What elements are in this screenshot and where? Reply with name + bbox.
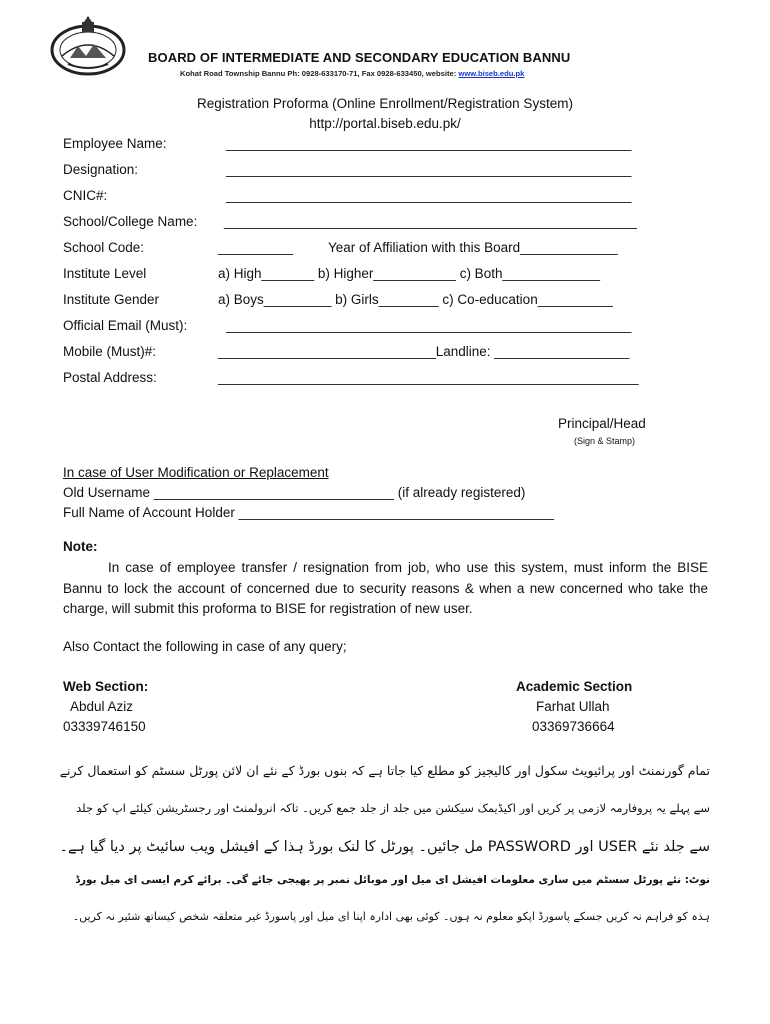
employee-name-label: Employee Name: (63, 136, 167, 151)
academic-section-heading: Academic Section (516, 679, 633, 694)
note-heading: Note: (63, 539, 98, 554)
institute-gender-label: Institute Gender (63, 292, 160, 307)
form-url: http://portal.biseb.edu.pk/ (309, 116, 461, 131)
signatory-label: Principal/Head (558, 416, 646, 431)
account-holder-field: Full Name of Account Holder __________________________________________ (63, 505, 554, 520)
urdu-notice-line-5: ہذہ کو فراہم نہ کریں جسکے پاسورڈ اپکو معلوم نہ ہوں۔ کوئی بھی ادارہ اپنا ای میل اور پاسورڈ غیر متعلقہ شخص کیساتھ شئیر نہ کریں۔ (72, 910, 710, 923)
note-paragraph: In case of employee transfer / resignation from job, who use this system, must inform the BISE Bannu to lock the account of concerned due to security reasons & when a new concerned who take the charge, will submit this proforma to BISE for registration of new user. (63, 560, 708, 616)
urdu-notice-line-3: سے جلد نئے USER اور PASSWORD مل جائیں۔ پورٹل کا لنک بورڈ ہذا کے افیشل ویب سائیٹ پر دیا گیا ہے۔ (59, 839, 710, 855)
mobile-label: Mobile (Must)#: (63, 344, 157, 359)
institute-level-options: a) High_______ b) Higher___________ c) Both_____________ (218, 266, 601, 281)
academic-section-name: Farhat Ullah (536, 699, 610, 714)
board-contact-line (180, 69, 524, 78)
academic-section-phone: 03369736664 (532, 719, 615, 734)
official-email-field: ______________________________________________________ (226, 318, 632, 333)
cnic-field: ______________________________________________________ (226, 188, 632, 203)
designation-field: ______________________________________________________ (226, 162, 632, 177)
urdu-notice-line-2: سے پہلے یہ پروفارمہ لازمی پر کریں اور اکیڈیمک سیکشن میں جلد از جلد جمع کریں۔ تاکہ انرولمنٹ اور رجسٹریشن کیلئے اپ کو جلد (76, 801, 710, 815)
sign-stamp-label: (Sign & Stamp) (574, 436, 636, 446)
employee-name-field: ______________________________________________________ (226, 136, 632, 151)
mobile-landline-field: _____________________________Landline: __________________ (218, 344, 630, 359)
postal-address-label: Postal Address: (63, 370, 157, 385)
web-section-heading: Web Section: (63, 679, 149, 694)
web-section-phone: 03339746150 (63, 719, 146, 734)
contact-instruction: Also Contact the following in case of any query; (63, 639, 347, 654)
old-username-field: Old Username ________________________________ (if already registered) (63, 485, 526, 500)
board-contact-text: Kohat Road Township Bannu Ph: 0928-633170-71, Fax 0928-633450, website: (180, 69, 459, 78)
board-website-link[interactable]: www.biseb.edu.pk (458, 69, 525, 78)
school-code-field: __________ (218, 240, 294, 255)
board-title: BOARD OF INTERMEDIATE AND SECONDARY EDUCATION BANNU (148, 50, 571, 65)
urdu-notice-line-4: نوٹ: نئے پورٹل سسٹم میں ساری معلومات افیشل ای میل اور موبائل نمبر پر بھیجی جائے گی۔ برائے کرم ایسی ای میل بورڈ (75, 874, 710, 886)
cnic-label: CNIC#: (63, 188, 108, 203)
school-name-label: School/College Name: (63, 214, 198, 229)
school-code-label: School Code: (63, 240, 145, 255)
urdu-notice-line-1: تمام گورنمنٹ اور پرائیویٹ سکول اور کالیجیز کو مطلع کیا جاتا ہے کہ بنوں بورڈ کے نئے ان لائن پورٹل سسٹم کو استعمال کرنے (59, 763, 710, 778)
postal-address-field: ________________________________________________________ (218, 370, 639, 385)
modification-heading: In case of User Modification or Replacement (63, 465, 329, 480)
institute-gender-options: a) Boys_________ b) Girls________ c) Co-education__________ (218, 292, 613, 307)
form-title: Registration Proforma (Online Enrollment/Registration System) (197, 96, 573, 111)
institute-level-label: Institute Level (63, 266, 147, 281)
web-section-name: Abdul Aziz (70, 699, 134, 714)
affiliation-year-field: Year of Affiliation with this Board_____________ (328, 240, 618, 255)
school-name-field: _______________________________________________________ (224, 214, 637, 229)
official-email-label: Official Email (Must): (63, 318, 188, 333)
board-logo-emblem (48, 14, 128, 78)
designation-label: Designation: (63, 162, 139, 177)
